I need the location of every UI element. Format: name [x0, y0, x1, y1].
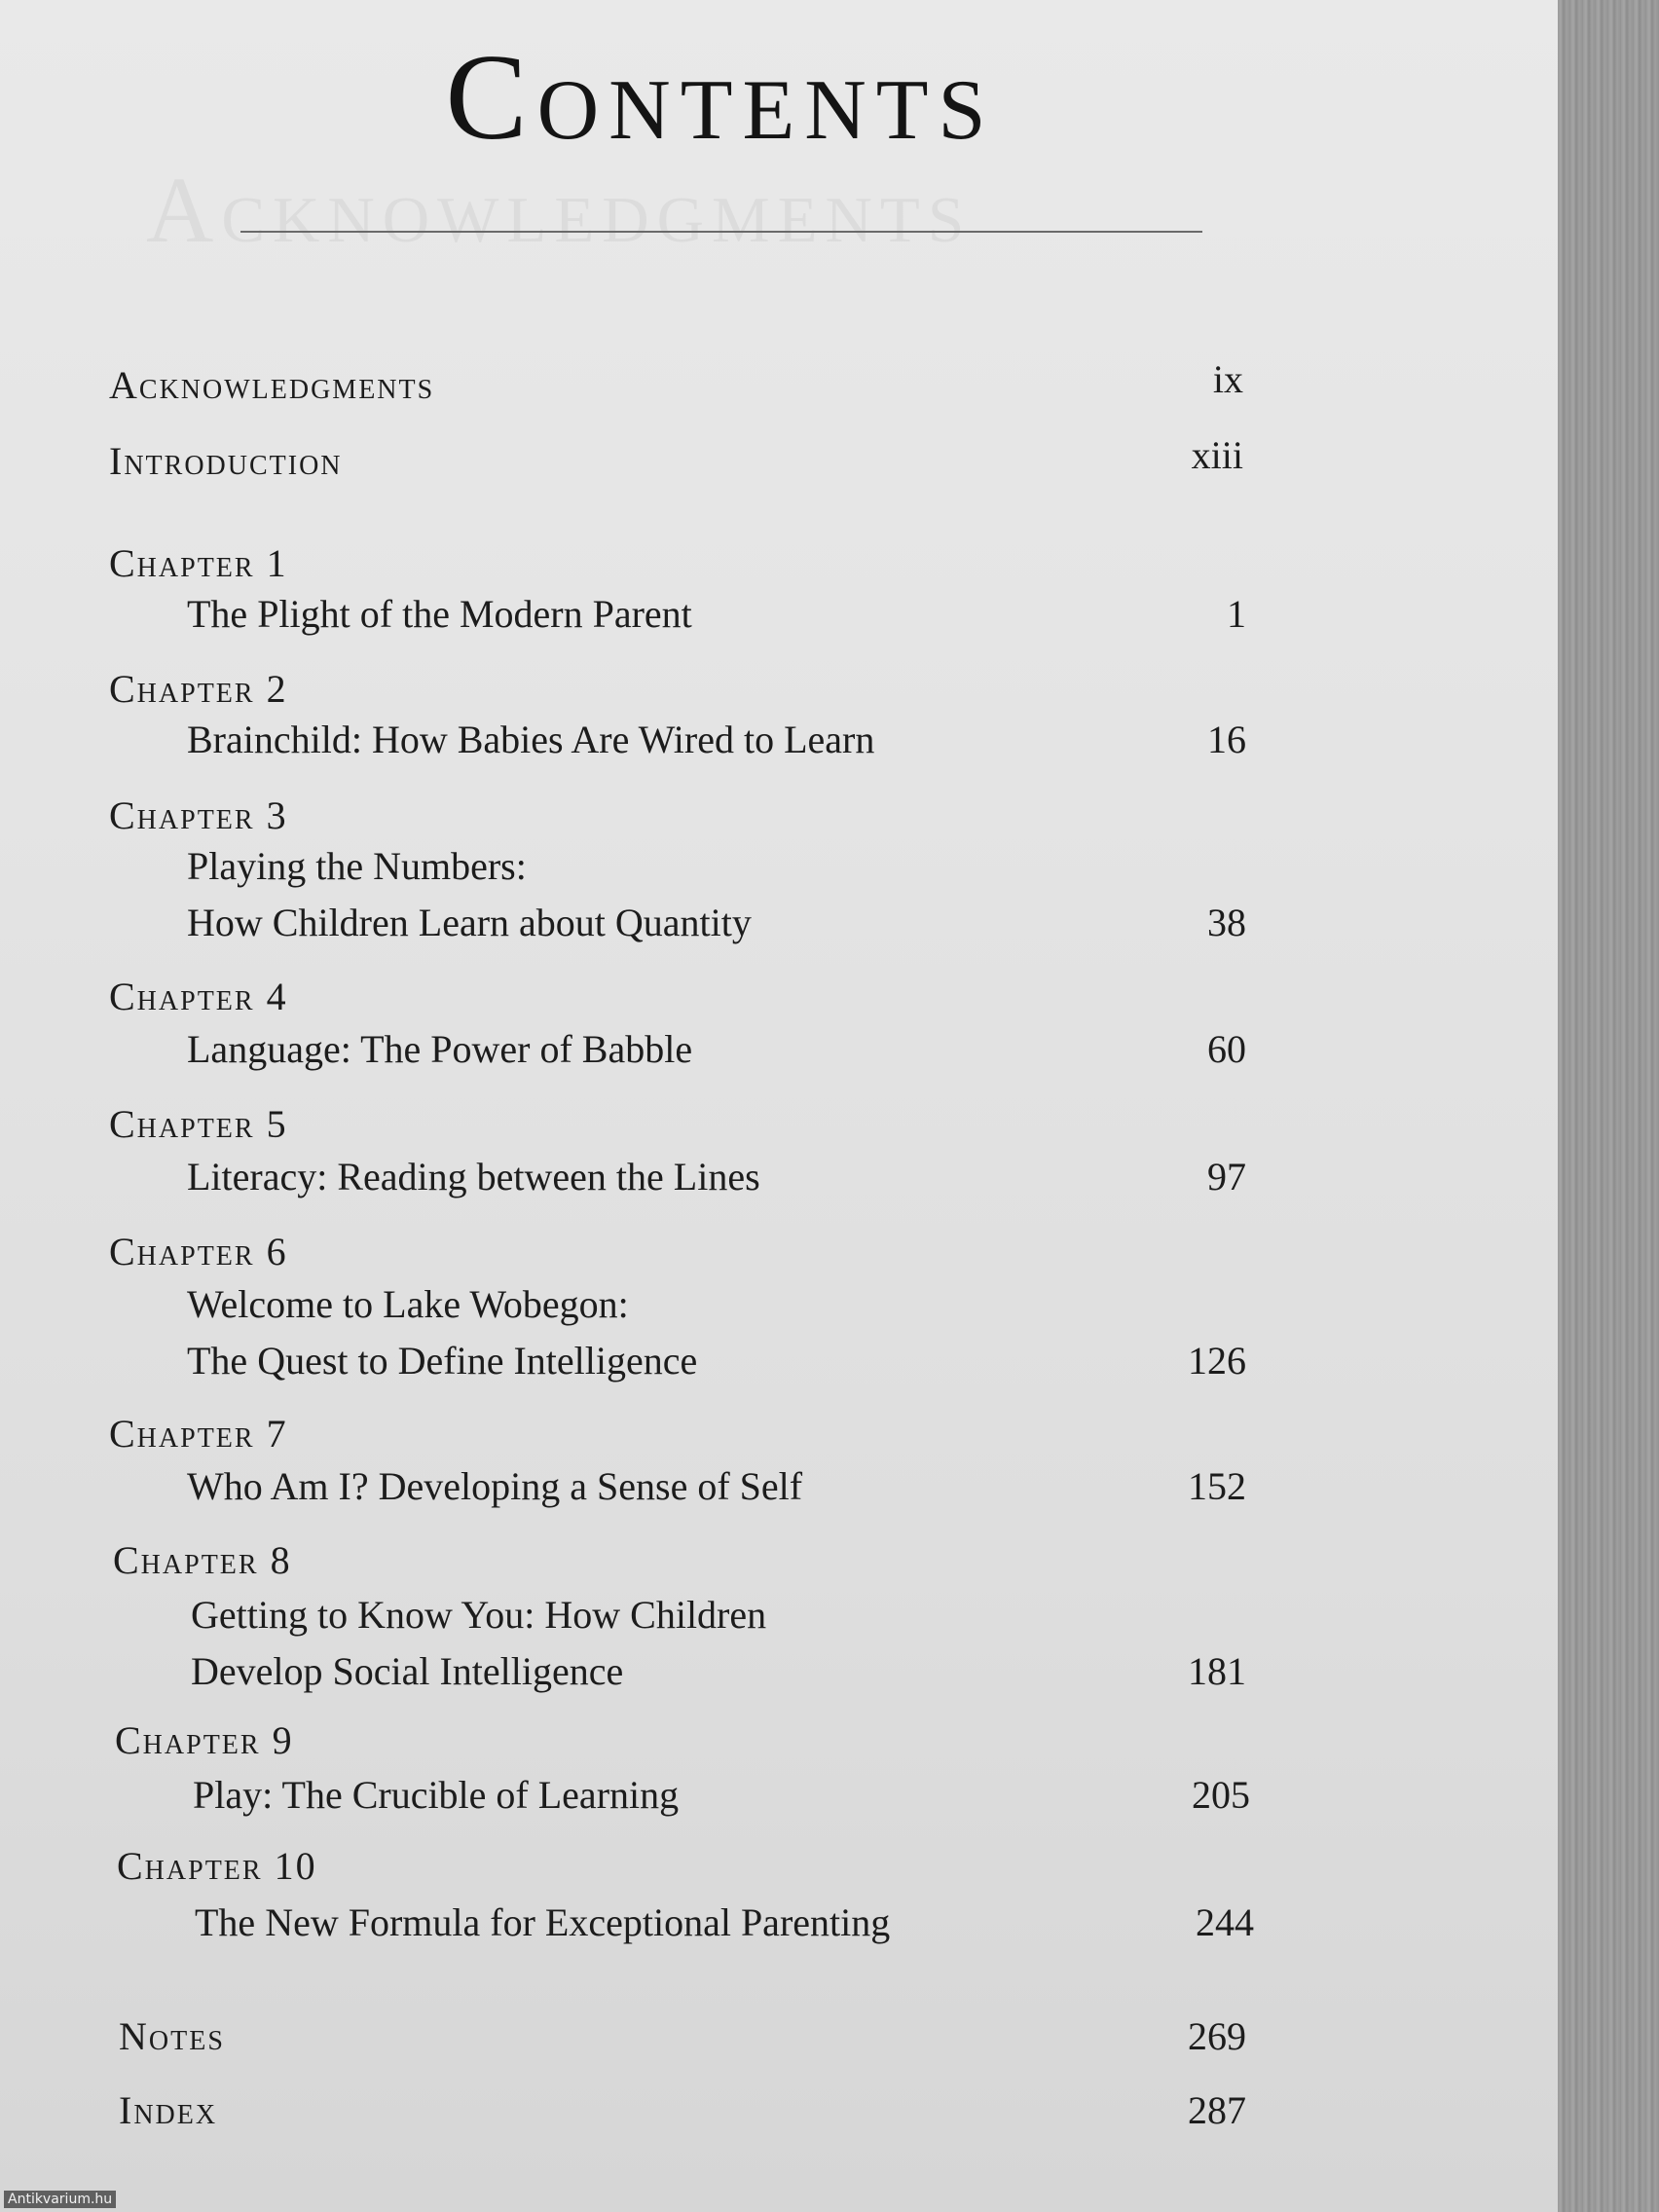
toc-entry-acknowledgments[interactable]: [109, 357, 1243, 411]
toc-page-number: 16: [1207, 718, 1246, 761]
chapter-title-line-2: The Quest to Define Intelligence: [187, 1339, 698, 1382]
chapter-heading: Chapter 3: [109, 793, 288, 837]
toc-page-number: 269: [1188, 2014, 1246, 2058]
watermark: Antikvarium.hu: [4, 2191, 116, 2208]
chapter-title-line-1: Getting to Know You: How Children: [191, 1593, 767, 1637]
show-through-text: Acknowledgments: [146, 158, 973, 262]
toc-entry-introduction[interactable]: [109, 433, 1243, 487]
chapter-heading: Chapter 5: [109, 1102, 288, 1146]
toc-page-number: 244: [1196, 1900, 1254, 1944]
chapter-heading: Chapter 9: [115, 1718, 294, 1762]
toc-page-number: 205: [1192, 1773, 1250, 1817]
toc-page-number: 60: [1207, 1027, 1246, 1071]
toc-page-number: 181: [1188, 1649, 1246, 1693]
chapter-title: The New Formula for Exceptional Parenting: [195, 1900, 891, 1944]
toc-page-number: 126: [1188, 1339, 1246, 1382]
chapter-title-line-2: Develop Social Intelligence: [191, 1649, 624, 1693]
toc-page-number: 1: [1227, 592, 1246, 636]
chapter-heading: Chapter 7: [109, 1412, 288, 1456]
toc-page-number: ix: [1212, 357, 1243, 401]
chapter-heading: Chapter 4: [109, 975, 288, 1018]
toc-page-number: 152: [1188, 1464, 1246, 1508]
toc-page-number: 38: [1207, 901, 1246, 944]
chapter-title: Play: The Crucible of Learning: [193, 1773, 680, 1817]
page-edges: [1558, 0, 1659, 2212]
toc-entry-index[interactable]: [119, 2087, 1246, 2136]
toc-entry-notes[interactable]: [119, 2013, 1246, 2062]
toc-page-number: 287: [1188, 2088, 1246, 2132]
chapter-title-line-1: Playing the Numbers:: [187, 844, 527, 888]
chapter-heading: Chapter 2: [109, 667, 288, 711]
chapter-title: The Plight of the Modern Parent: [187, 592, 692, 636]
chapter-heading: Chapter 6: [109, 1230, 288, 1273]
toc-page-number: xiii: [1191, 433, 1243, 477]
chapter-title-line-2: How Children Learn about Quantity: [187, 901, 752, 944]
chapter-title: Who Am I? Developing a Sense of Self: [187, 1464, 803, 1508]
chapter-title: Literacy: Reading between the Lines: [187, 1155, 760, 1198]
chapter-heading: Chapter 10: [117, 1844, 317, 1888]
toc-page-number: 97: [1207, 1155, 1246, 1198]
chapter-heading: Chapter 1: [109, 541, 288, 585]
chapter-title: Language: The Power of Babble: [187, 1027, 693, 1071]
chapter-title: Brainchild: How Babies Are Wired to Learn: [187, 718, 875, 761]
toc-entry-label: Notes: [119, 2014, 225, 2058]
page-title: Contents: [445, 30, 996, 166]
chapter-heading: Chapter 8: [113, 1538, 292, 1582]
toc-entry-label: Introduction: [109, 439, 343, 483]
chapter-title-line-1: Welcome to Lake Wobegon:: [187, 1282, 629, 1326]
toc-entry-label: Index: [119, 2088, 218, 2132]
toc-entry-label: Acknowledgments: [109, 363, 435, 407]
